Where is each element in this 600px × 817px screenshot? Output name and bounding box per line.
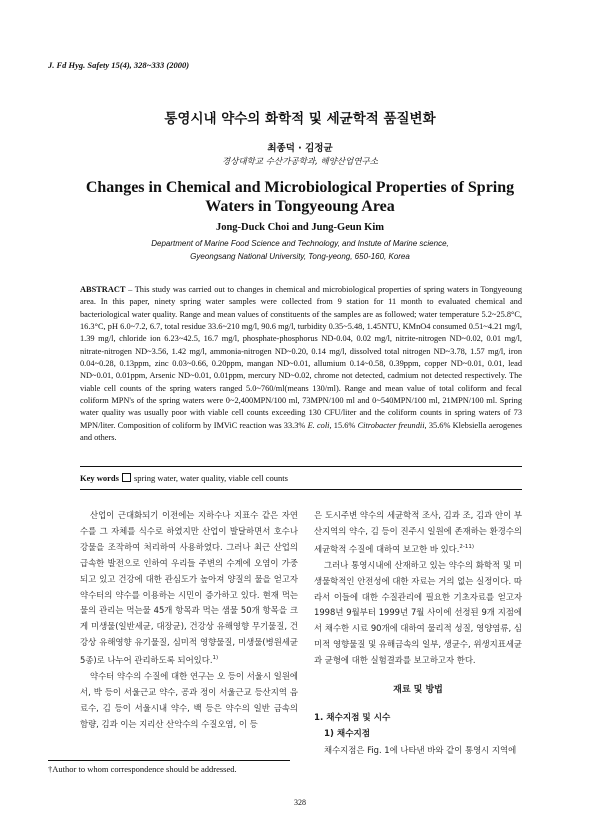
right-paragraph-1-text: 은 도시주변 약수의 세균학적 조사, 김과 조, 김과 안이 부산지역의 약수, 김 등이 진주시 일원에 존재하는 환경수의 세균학적 수질에 대하여 보고한 바 있다. <box>314 510 522 554</box>
sub-heading-1-1: 1) 채수지점 <box>324 728 371 739</box>
footnote-rule <box>48 760 290 761</box>
abstract-ecoli: E. coli <box>307 420 330 430</box>
right-paragraph-2: 그러나 통영시내에 산재하고 있는 약수의 화학적 및 미생물학적인 안전성에 대한 자료는 거의 없는 실정이다. 따라서 이들에 대한 수질관리에 필요한 기초자료를 얻고자 1998년 9월부터 1999년 7월 사이에 선정된 9개 지점에서 채수한 시료 90개에 대하여 물리적 성질, 영양염류, 심미적 영향물질 및 유해금속의 일부, 생균수, 위생지표세균과 균형에 대한 실험결과를 보고하고자 한다. <box>314 559 522 666</box>
english-title-line-2: Waters in Tongyeoung Area <box>205 198 395 215</box>
abstract-mid: , 15.6% <box>329 420 358 430</box>
right-column <box>314 508 522 759</box>
sub-heading-1: 1. 채수지점 및 시수 <box>314 712 391 723</box>
korean-affiliation: 경상대학교 수산가공학과, 해양산업연구소 <box>222 157 378 167</box>
abstract-end: , 35.6% Klebsiella aerogenes and others. <box>80 420 523 443</box>
footnote: †Author to whom correspondence should be addressed. <box>48 764 237 774</box>
keywords-label: Key words <box>80 473 119 483</box>
abstract-text: – This study was carried out to changes in chemical and microbiological properties of spring waters in Tongyeoung area. In this paper, ninety spring water samples were collected from 9 station for 11 month to evaluated chemical and bacteriological water quality. Range and mean values of constituents of the samples are as followed; water temperature 5.2~25.8°C, 16.3°C, pH 6.0~7.2, 6.7, total residue 33.6~210 mg/l, 90.6 mg/l, turbidity 0.35~5.48, 1.45NTU, KMnO4 consumed 0.51~4.21 mg/l, 1.39 mg/l, chloride ion 6.23~42.5, 16.7 mg/l, phosphate-phosphorus ND-0.04, 0.02 mg/l, nitrite-nitrogen ND~0.02, 0.01 mg/l, nitrate-nitrogen ND~3.56, 1.42 mg/l, ammonia-nitrogen ND~0.20, 0.14 mg/l, dissolved total nitrogen ND~3.78, 1.57 mg/l, iron 0.04~0.28, 0.13ppm, zinc 0.03~0.66, 0.20ppm, mangan ND~0.01, allumium 0.14~0.58, 0.39ppm, copper ND~0.01, 0.01, lead ND~0.01, 0.01ppm, Arsenic ND~0.01, 0.01ppm, mercury ND~0.02, chrome not detected, cadmium not detected respectively. The viable cell counts of the spring waters ranged 5.0~760/ml(means 130/ml). Range and mean value of total coliform and fecal coliform MPN's of the spring waters were 0~2,400MPN/100 ml, 73MPN/100 ml and 0~540MPN/100 ml, 21MPN/100 ml. Spring water quality was usually poor with viable cell counts exceeding 130 CFU/liter and the coliform counts in spring waters of 73 MPN/liter. Composition of coliform by IMViC reaction was 33.3% <box>80 285 522 430</box>
keywords-text: spring water, water quality, viable cell counts <box>133 473 288 483</box>
checkbox-icon <box>122 473 131 482</box>
keywords <box>80 473 522 483</box>
abstract <box>80 284 522 444</box>
journal-citation: J. Fd Hyg. Safety 15(4), 328~333 (2000) <box>48 60 190 70</box>
english-title-line-1: Changes in Chemical and Microbiological Properties of Spring <box>85 179 515 196</box>
korean-authors: 최종덕 · 김정균 <box>267 143 333 154</box>
abstract-label: ABSTRACT <box>80 285 126 294</box>
abstract-citrobacter: Citrobacter freundii <box>357 420 425 430</box>
english-affiliation <box>40 237 560 263</box>
page-number: 328 <box>294 798 306 807</box>
korean-title: 통영시내 약수의 화학적 및 세균학적 품질변화 <box>164 111 436 127</box>
left-column <box>80 508 298 733</box>
english-affiliation-line-1: Department of Marine Food Science and Technology, and Instute of Marine science, <box>151 239 449 248</box>
reference-marker: 2-11) <box>459 543 475 550</box>
left-paragraph-1-text: 산업이 근대화되기 이전에는 지하수나 지표수 같은 자연수를 그 자체를 식수로 하였지만 산업이 발달하면서 호수나 강물을 조작하여 처리하여 사용하였다. 그러나 최근 산업의 급속한 발전으로 인하여 우리들 주변의 수계에 오염이 가중되고 있고 건강에 대한 관심도가 높아져 양질의 물을 얻고자 약수터의 약수를 이용하는 시민이 증가하고 있다. 현재 먹는물의 관리는 먹는물 45개 항목과 먹는 샘물 50개 항목을 크게 미생물(일반세균, 대장균), 건강상 유해영향 무기물질, 건강상 유해영향 유기물질, 심미적 영향물질, 미생물(병원세균 5종)로 나누어 관리하도록 되어있다. <box>80 510 298 666</box>
left-paragraph-1 <box>80 508 298 669</box>
reference-marker: 1) <box>212 655 219 662</box>
right-paragraph-1 <box>314 508 522 558</box>
english-authors: Jong-Duck Choi and Jung-Geun Kim <box>215 222 385 233</box>
right-paragraph-3: 채수지점은 Fig. 1에 나타낸 바와 같이 통영시 지역에 <box>324 744 517 755</box>
keywords-top-rule <box>80 466 522 467</box>
section-heading: 재료 및 방법 <box>393 685 443 696</box>
english-affiliation-line-2: Gyeongsang National University, Tong-yeong, 650-160, Korea <box>190 252 410 261</box>
keywords-bottom-rule <box>80 489 522 490</box>
english-title <box>60 178 540 216</box>
left-paragraph-2: 약수터 약수의 수질에 대한 연구는 오 등이 서울시 일원에서, 박 등이 서울근교 약수, 공과 정이 서울근교 등산지역 음료수, 김 등이 서울시내 약수, 백 등은 약수의 일반 금속의 함량, 김과 이는 지리산 산악수의 수질오염, 이 등 <box>80 671 298 729</box>
